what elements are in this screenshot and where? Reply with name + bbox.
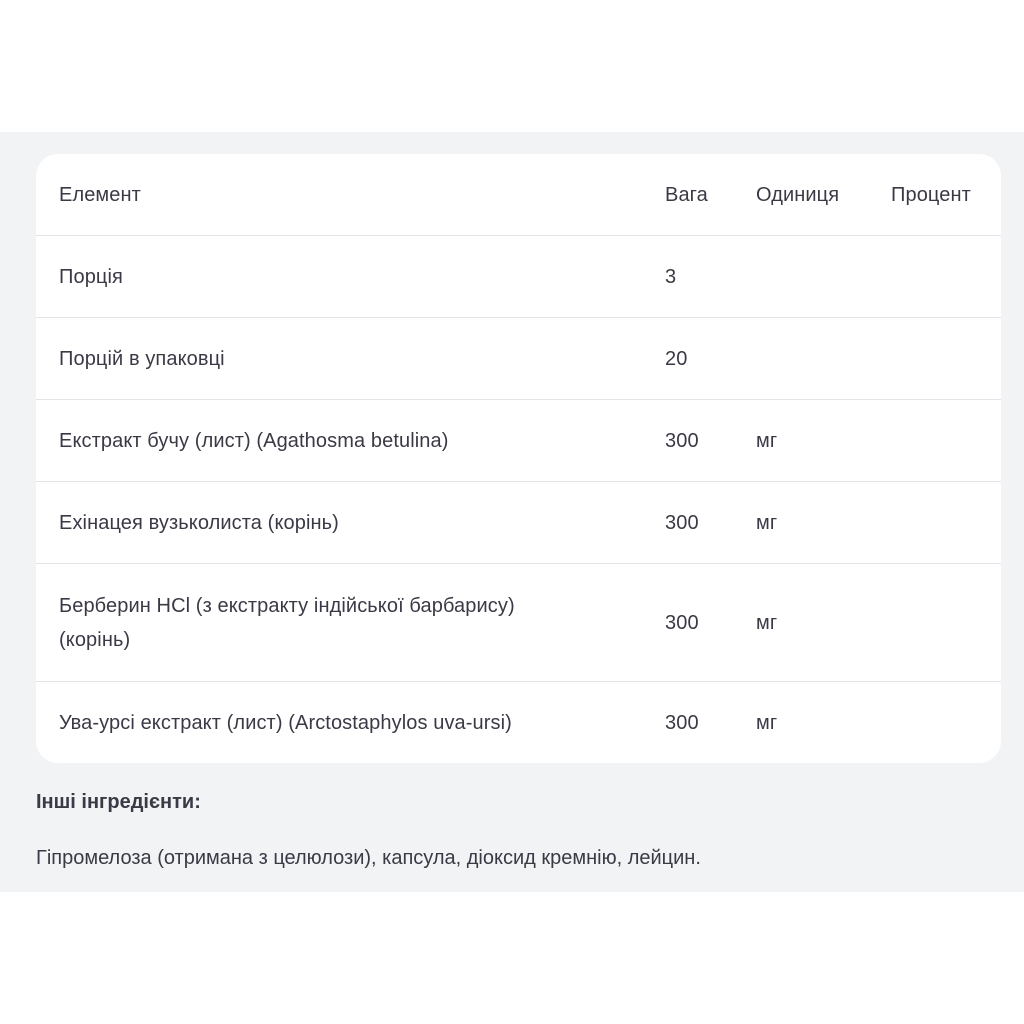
table-row [36, 236, 1001, 318]
row-unit: мг [756, 429, 778, 452]
table-header-row [36, 154, 1001, 236]
other-ingredients-text: Гіпромелоза (отримана з целюлози), капсула, діоксид кремнію, лейцин. [36, 847, 701, 869]
header-percent: Процент [891, 183, 971, 206]
row-percent [891, 236, 1001, 317]
table-row [36, 318, 1001, 400]
row-weight: 300 [665, 611, 699, 634]
row-weight: 300 [665, 511, 699, 534]
row-percent [891, 400, 1001, 481]
header-element: Елемент [59, 183, 141, 206]
nutrition-table [36, 154, 1001, 763]
row-weight: 300 [665, 429, 699, 452]
row-element: Порцій в упаковці [59, 347, 225, 370]
row-unit: мг [756, 711, 778, 734]
supplement-facts-panel [0, 132, 1024, 892]
row-percent [891, 564, 1001, 681]
row-percent [891, 482, 1001, 563]
row-element: Порція [59, 265, 123, 288]
row-unit: мг [756, 611, 778, 634]
row-element: Екстракт бучу (лист) (Agathosma betulina) [59, 429, 449, 452]
row-unit [756, 318, 876, 399]
table-row [36, 682, 1001, 763]
row-percent [891, 682, 1001, 763]
row-weight: 3 [665, 265, 677, 288]
header-weight: Вага [665, 183, 708, 206]
row-weight: 20 [665, 347, 688, 370]
table-row [36, 400, 1001, 482]
row-weight: 300 [665, 711, 699, 734]
table-row [36, 482, 1001, 564]
table-row [36, 564, 1001, 682]
header-unit: Одиниця [756, 183, 840, 206]
row-unit: мг [756, 511, 778, 534]
row-element: Ува-урсі екстракт (лист) (Arctostaphylos uva-ursi) [59, 711, 512, 734]
row-percent [891, 318, 1001, 399]
row-unit [756, 236, 876, 317]
row-element: Ехінацея вузьколиста (корінь) [59, 511, 339, 534]
row-element: Берберин HCl (з екстракту індійської барбарису) (корінь) [59, 594, 515, 651]
other-ingredients-title: Інші інгредієнти: [36, 791, 201, 813]
